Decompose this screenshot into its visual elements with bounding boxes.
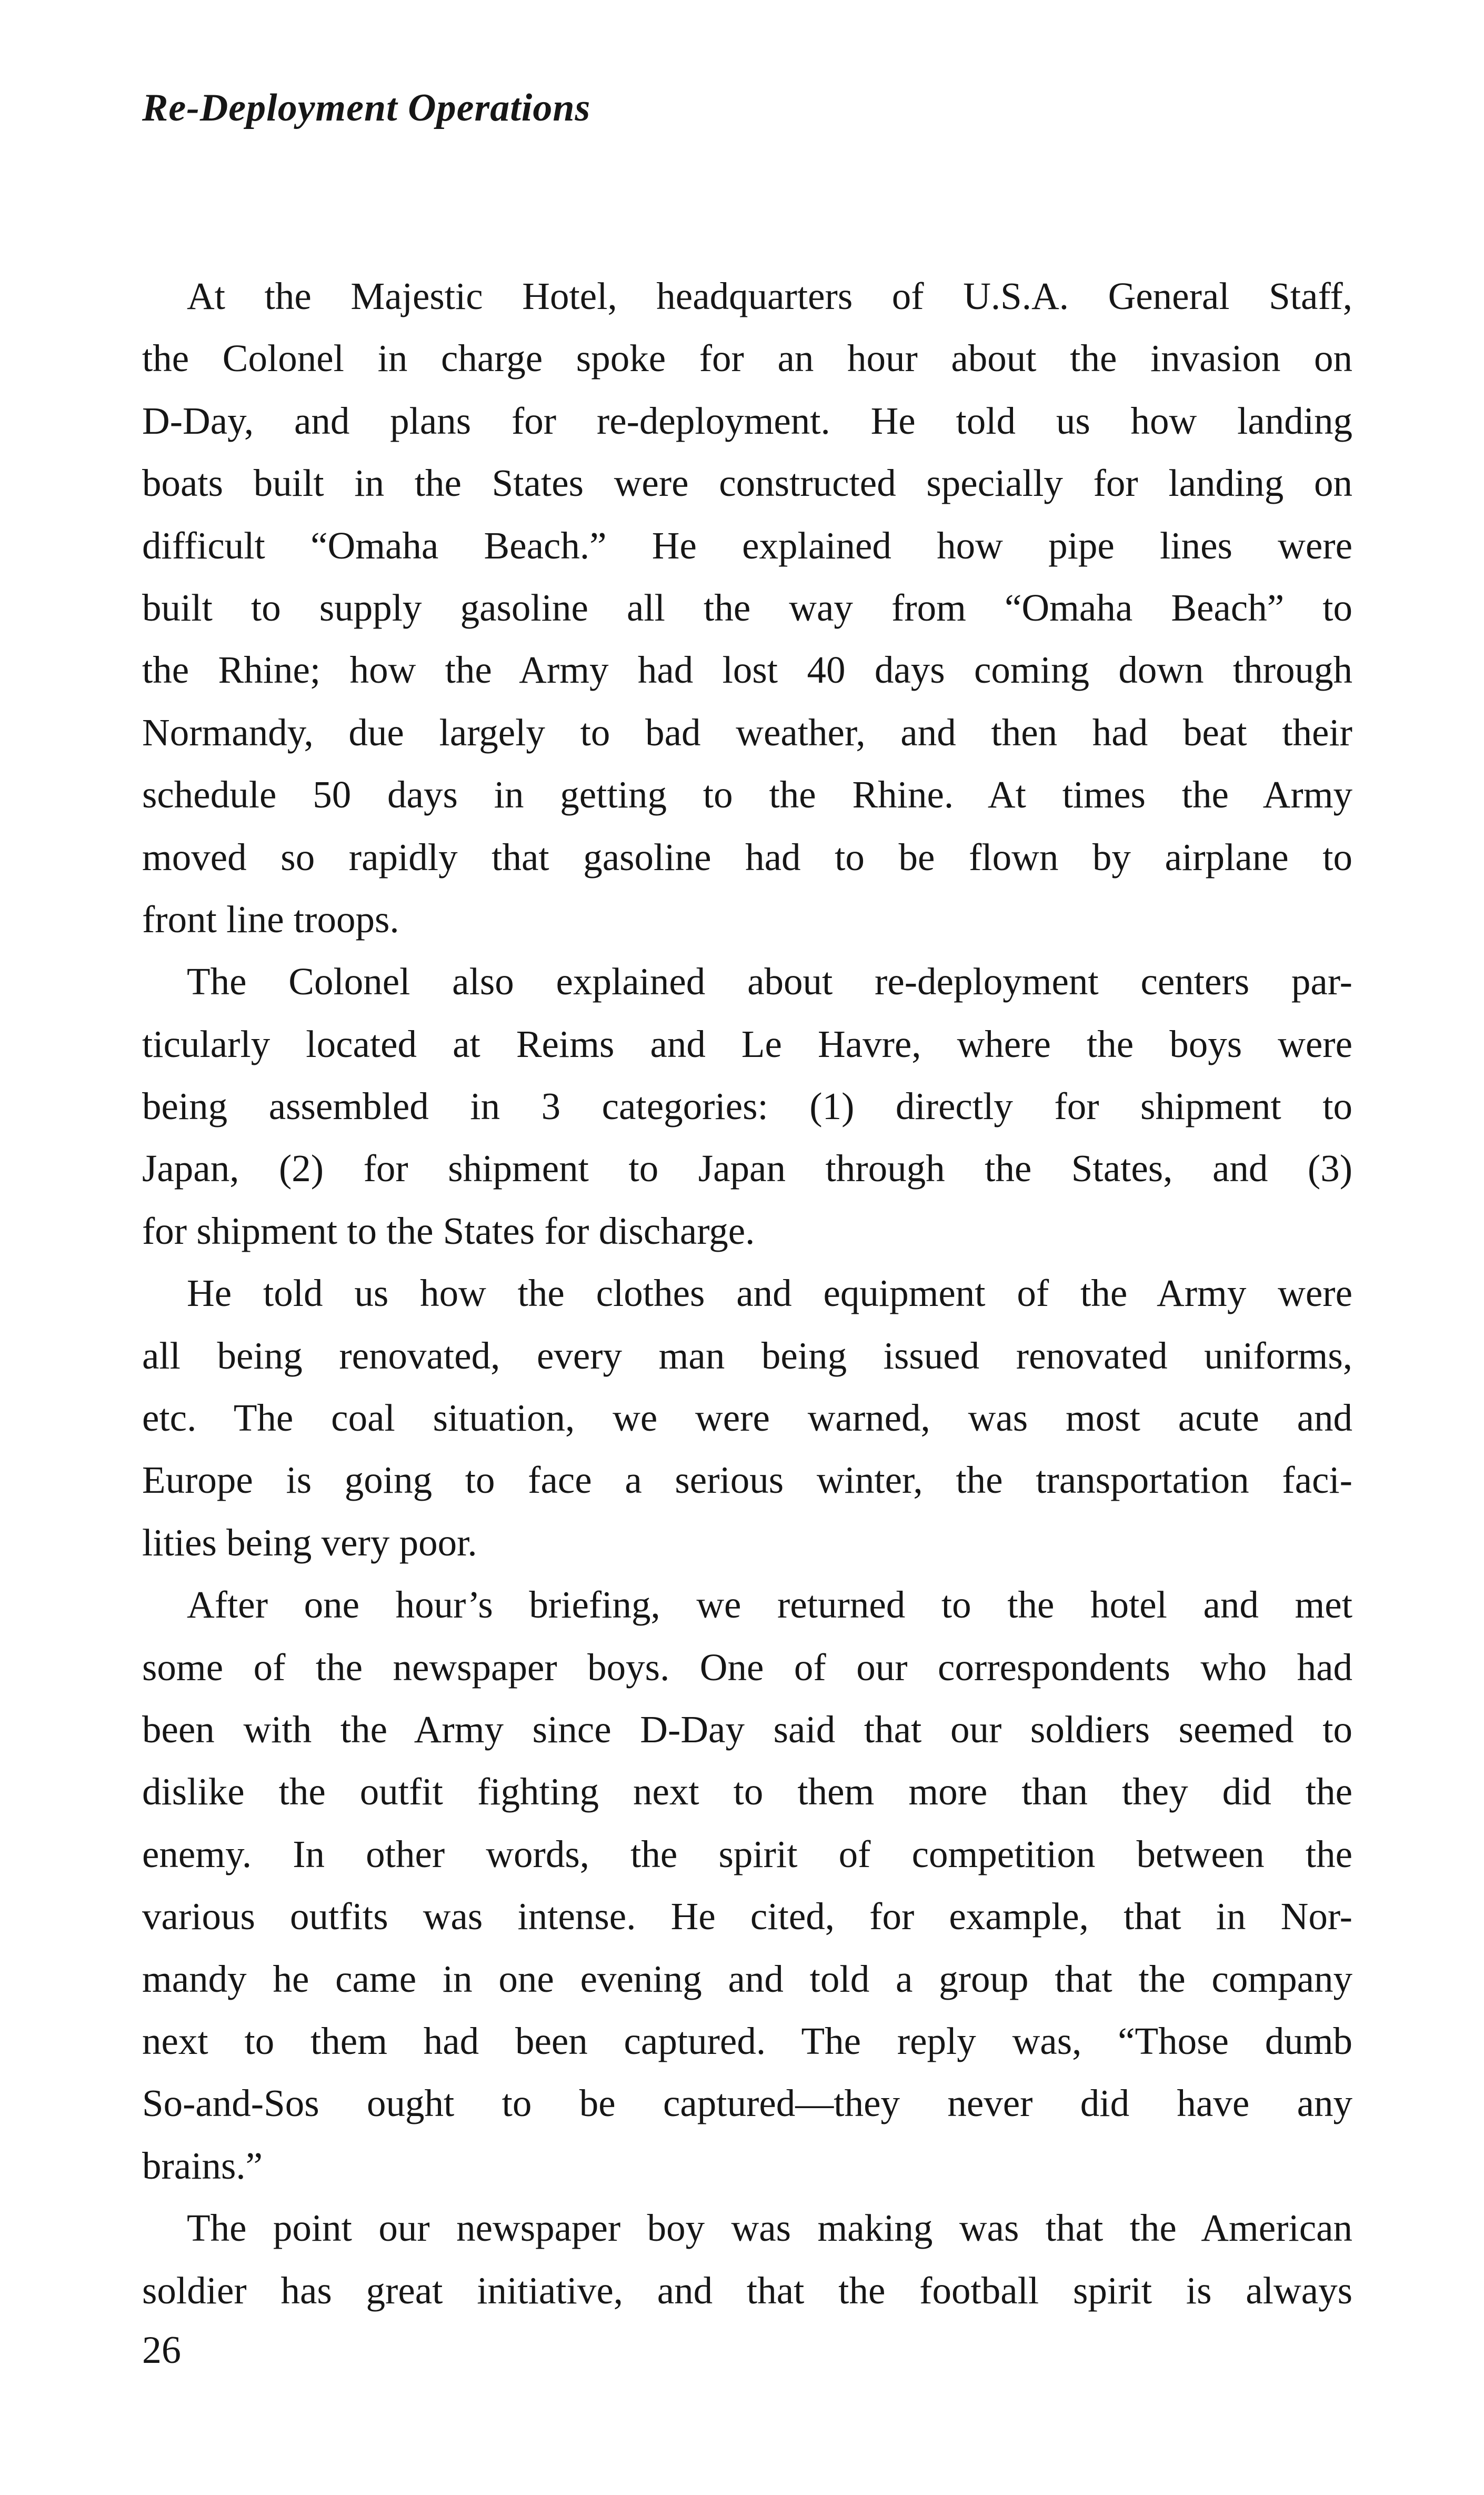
text-line: Normandy, due largely to bad weather, and then had beat their	[142, 711, 1352, 754]
text-line: moved so rapidly that gasoline had to be flown by airplane to	[142, 835, 1352, 879]
text-line: enemy. In other words, the spirit of competition between the	[142, 1832, 1352, 1875]
text-line: being assembled in 3 categories: (1) directly for shipment to	[142, 1085, 1352, 1128]
text-line: front line troops.	[142, 897, 399, 941]
text-line: been with the Army since D-Day said that our soldiers seemed to	[142, 1708, 1352, 1751]
text-line: the Rhine; how the Army had lost 40 days coming down through	[142, 648, 1352, 692]
text-line: So-and-Sos ought to be captured—they never did have any	[142, 2082, 1352, 2125]
text-line: lities being very poor.	[142, 1521, 477, 1564]
page-number: 26	[142, 2329, 181, 2372]
text-line: mandy he came in one evening and told a group that the company	[142, 1957, 1352, 2000]
text-line: the Colonel in charge spoke for an hour about the invasion on	[142, 337, 1352, 380]
text-line: schedule 50 days in getting to the Rhine. At times the Army	[142, 773, 1352, 816]
text-line: etc. The coal situation, we were warned, was most acute and	[142, 1396, 1352, 1440]
text-line: ticularly located at Reims and Le Havre, where the boys were	[142, 1022, 1352, 1065]
text-line: for shipment to the States for discharge.	[142, 1209, 755, 1252]
text-line: dislike the outfit fighting next to them more than they did the	[142, 1770, 1352, 1813]
text-line: He told us how the clothes and equipment of the Army were	[187, 1272, 1352, 1315]
text-line: some of the newspaper boys. One of our correspondents who had	[142, 1645, 1352, 1689]
text-line: next to them had been captured. The reply was, “Those dumb	[142, 2019, 1352, 2062]
text-line: Japan, (2) for shipment to Japan through the States, and (3)	[142, 1147, 1352, 1190]
text-line: difficult “Omaha Beach.” He explained how pipe lines were	[142, 524, 1352, 567]
text-line: The point our newspaper boy was making was that the American	[187, 2207, 1352, 2250]
running-head: Re-Deployment Operations	[142, 86, 591, 129]
text-line: built to supply gasoline all the way from “Omaha Beach” to	[142, 586, 1352, 629]
body-text	[142, 265, 1352, 2322]
text-line: The Colonel also explained about re-deployment centers par-	[187, 960, 1352, 1003]
text-line: After one hour’s briefing, we returned to the hotel and met	[187, 1583, 1352, 1626]
text-line: soldier has great initiative, and that the football spirit is always	[142, 2269, 1352, 2312]
text-line: Europe is going to face a serious winter, the transportation faci-	[142, 1459, 1352, 1502]
text-line: boats built in the States were constructed specially for landing on	[142, 462, 1352, 505]
text-line: various outfits was intense. He cited, for example, that in Nor-	[142, 1895, 1352, 1938]
text-line: At the Majestic Hotel, headquarters of U.S.A. General Staff,	[187, 275, 1352, 317]
text-line: D-Day, and plans for re-deployment. He told us how landing	[142, 399, 1352, 442]
text-line: all being renovated, every man being issued renovated uniforms,	[142, 1334, 1352, 1377]
text-line: brains.”	[142, 2144, 263, 2187]
